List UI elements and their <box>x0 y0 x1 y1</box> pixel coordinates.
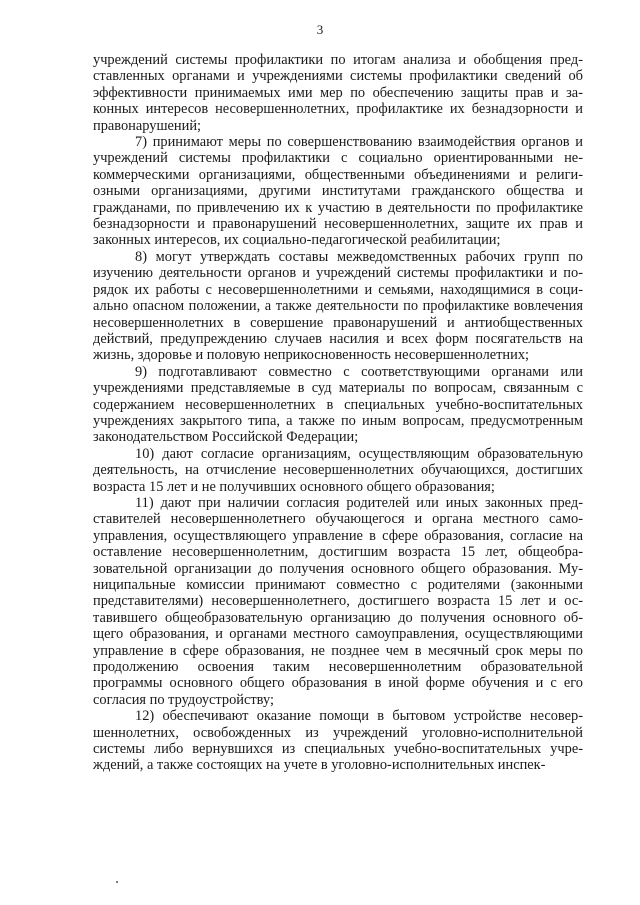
paragraph-item-7: 7) принимают меры по совершенствованию взаимодействия органов и учреждений системы профилактики с социально ориентированными некоммерческими организациями, общественными объединениями и религиозными организациями, другими институтами гражданского общества и гражданами, по привлечению их к участию в деятельности по профилактике безнадзорности и правонарушений несовершеннолетних, защите их прав и законных интересов, их социально-педагогической реабилитации; <box>93 134 583 249</box>
document-body <box>93 52 583 774</box>
paragraph-continuation: учреждений системы профилактики по итогам анализа и обобщения представленных органами и учреждениями системы профилактики сведений об эффективности принимаемых ими мер по обеспечению защиты прав и законных интересов несовершеннолетних, профилактике их безнадзорности и правонарушений; <box>93 52 583 134</box>
paragraph-item-8: 8) могут утверждать составы межведомственных рабочих групп по изучению деятельности органов и учреждений системы профилактики и порядок их работы с несовершеннолетними и семьями, находящимися в социально опасном положении, а также деятельности по профилактике вовлечения несовершеннолетних в совершение правонарушений и антиобщественных действий, предупреждению случаев насилия и всех форм посягательств на жизнь, здоровье и половую неприкосновенность несовершеннолетних; <box>93 248 583 364</box>
paragraph-item-10: 10) дают согласие организациям, осуществляющим образовательную деятельность, на отчисление несовершеннолетних обучающихся, достигших возраста 15 лет и не получивших основного общего образования; <box>93 445 583 495</box>
scan-speck <box>116 881 118 883</box>
page-number: 3 <box>316 22 324 37</box>
paragraph-item-12: 12) обеспечивают оказание помощи в бытовом устройстве несовершеннолетних, освобожденных из учреждений уголовно-исполнительной системы либо вернувшихся из специальных учебно-воспитательных учреждений, а также состоящих на учете в уголовно-исполнительных инспек- <box>93 708 583 774</box>
paragraph-item-11: 11) дают при наличии согласия родителей или иных законных представителей несовершеннолетнего обучающегося и органа местного самоуправления, осуществляющего управление в сфере образования, согласие на оставление несовершеннолетним, достигшим возраста 15 лет, общеобразовательной организации до получения основного общего образования. Муниципальные комиссии принимают совместно с родителями (законными представителями) несовершеннолетнего, достигшего возраста 15 лет и оставившего общеобразовательную организацию до получения основного общего образования, и органами местного самоуправления, осуществляющими управление в сфере образования, не позднее чем в месячный срок меры по продолжению освоения таким несовершеннолетним образовательной программы основного общего образования в иной форме обучения и с его согласия по трудоустройству; <box>93 494 583 708</box>
paragraph-item-9: 9) подготавливают совместно с соответствующими органами или учреждениями представляемые в суд материалы по вопросам, связанным с содержанием несовершеннолетних в специальных учебно-воспитательных учреждениях закрытого типа, а также по иным вопросам, предусмотренным законодательством Российской Федерации; <box>93 363 583 446</box>
